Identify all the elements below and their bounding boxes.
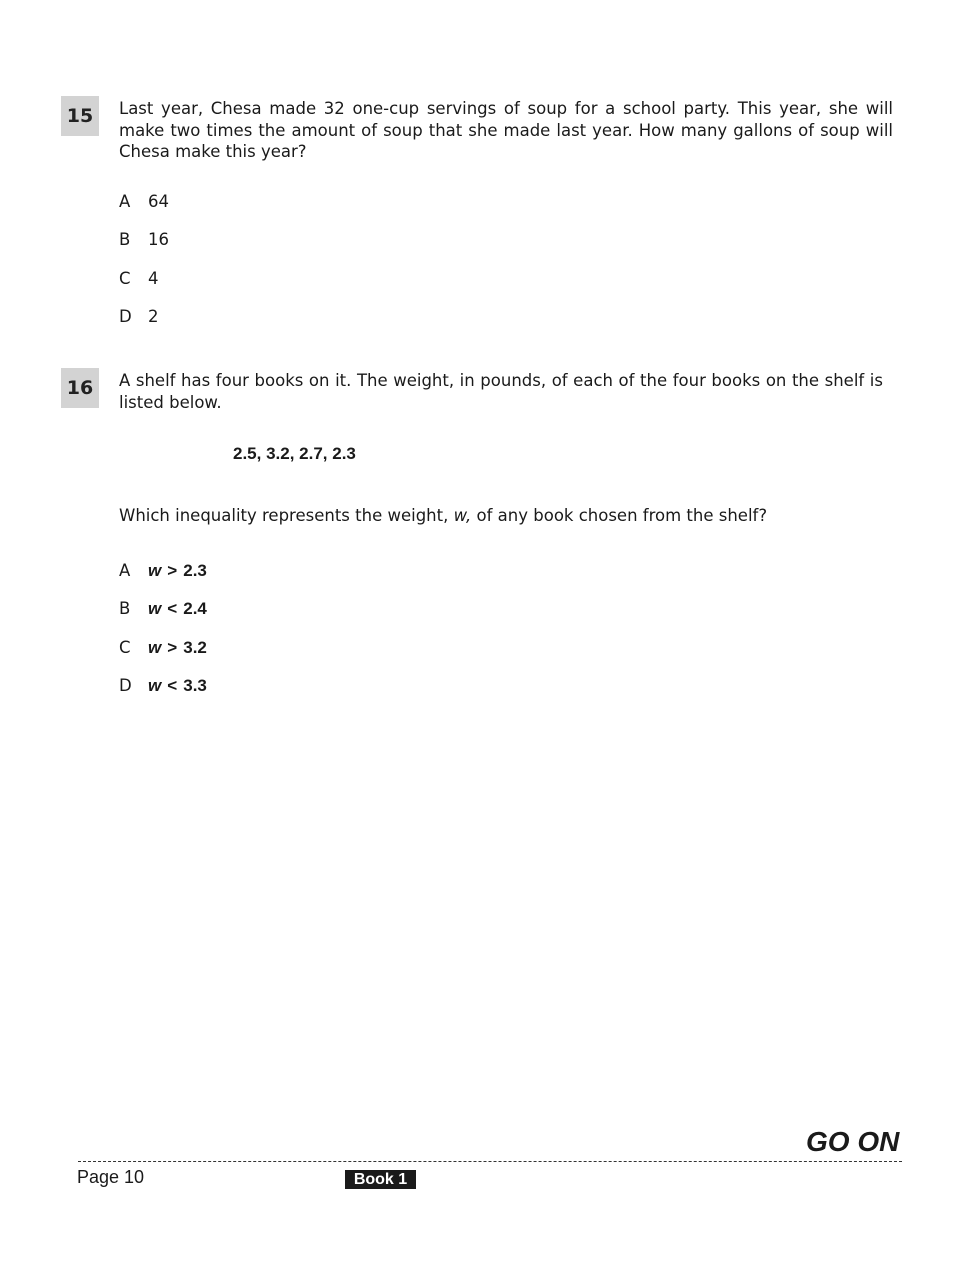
choice-value: 2 bbox=[148, 307, 159, 326]
answer-choice[interactable] bbox=[119, 306, 159, 328]
choice-relation: > bbox=[167, 638, 178, 657]
answer-choice[interactable] bbox=[119, 229, 169, 251]
choice-letter: B bbox=[119, 230, 131, 249]
choice-letter: A bbox=[119, 192, 131, 211]
question-number-badge: 15 bbox=[61, 96, 99, 136]
choice-variable: w bbox=[148, 561, 162, 580]
question-15-text: Last year, Chesa made 32 one-cup servings of soup for a school party. This year, she will make two times the amount of soup that she made last year. How many gallons of soup will Chesa make this year? bbox=[119, 99, 893, 161]
choice-relation: < bbox=[167, 599, 178, 618]
choice-value: 2.4 bbox=[183, 599, 207, 618]
choice-value: 4 bbox=[148, 269, 159, 288]
choice-relation: < bbox=[167, 676, 178, 695]
choice-letter: D bbox=[119, 676, 132, 695]
footer-divider bbox=[78, 1161, 902, 1162]
choice-variable: w bbox=[148, 638, 162, 657]
choice-variable: w bbox=[148, 676, 162, 695]
answer-choice[interactable] bbox=[119, 268, 159, 290]
choice-letter: D bbox=[119, 307, 132, 326]
prompt-text: of any book chosen from the shelf? bbox=[471, 506, 768, 525]
choice-value: 3.3 bbox=[183, 676, 207, 695]
choice-letter: C bbox=[119, 269, 131, 288]
book-weights-list: 2.5, 3.2, 2.7, 2.3 bbox=[233, 444, 356, 463]
answer-choice[interactable] bbox=[119, 598, 207, 620]
choice-variable: w bbox=[148, 599, 162, 618]
go-on-label: GO ON bbox=[806, 1126, 900, 1157]
prompt-variable: w, bbox=[453, 506, 472, 525]
book-badge: Book 1 bbox=[345, 1170, 416, 1189]
prompt-text: Which inequality represents the weight, bbox=[119, 506, 454, 525]
choice-relation: > bbox=[167, 561, 178, 580]
choice-letter: C bbox=[119, 638, 131, 657]
question-16-text: A shelf has four books on it. The weight, in pounds, of each of the four books on the shelf is listed below. bbox=[119, 371, 883, 412]
answer-choice[interactable] bbox=[119, 675, 207, 697]
question-16-prompt bbox=[119, 505, 893, 527]
choice-value: 3.2 bbox=[183, 638, 207, 657]
answer-choice[interactable] bbox=[119, 191, 169, 213]
choice-value: 16 bbox=[148, 230, 169, 249]
question-number-badge: 16 bbox=[61, 368, 99, 408]
choice-value: 2.3 bbox=[183, 561, 207, 580]
answer-choice[interactable] bbox=[119, 560, 207, 582]
choice-letter: A bbox=[119, 561, 131, 580]
choice-letter: B bbox=[119, 599, 131, 618]
page-number: Page 10 bbox=[77, 1167, 145, 1187]
answer-choice[interactable] bbox=[119, 637, 207, 659]
choice-value: 64 bbox=[148, 192, 169, 211]
